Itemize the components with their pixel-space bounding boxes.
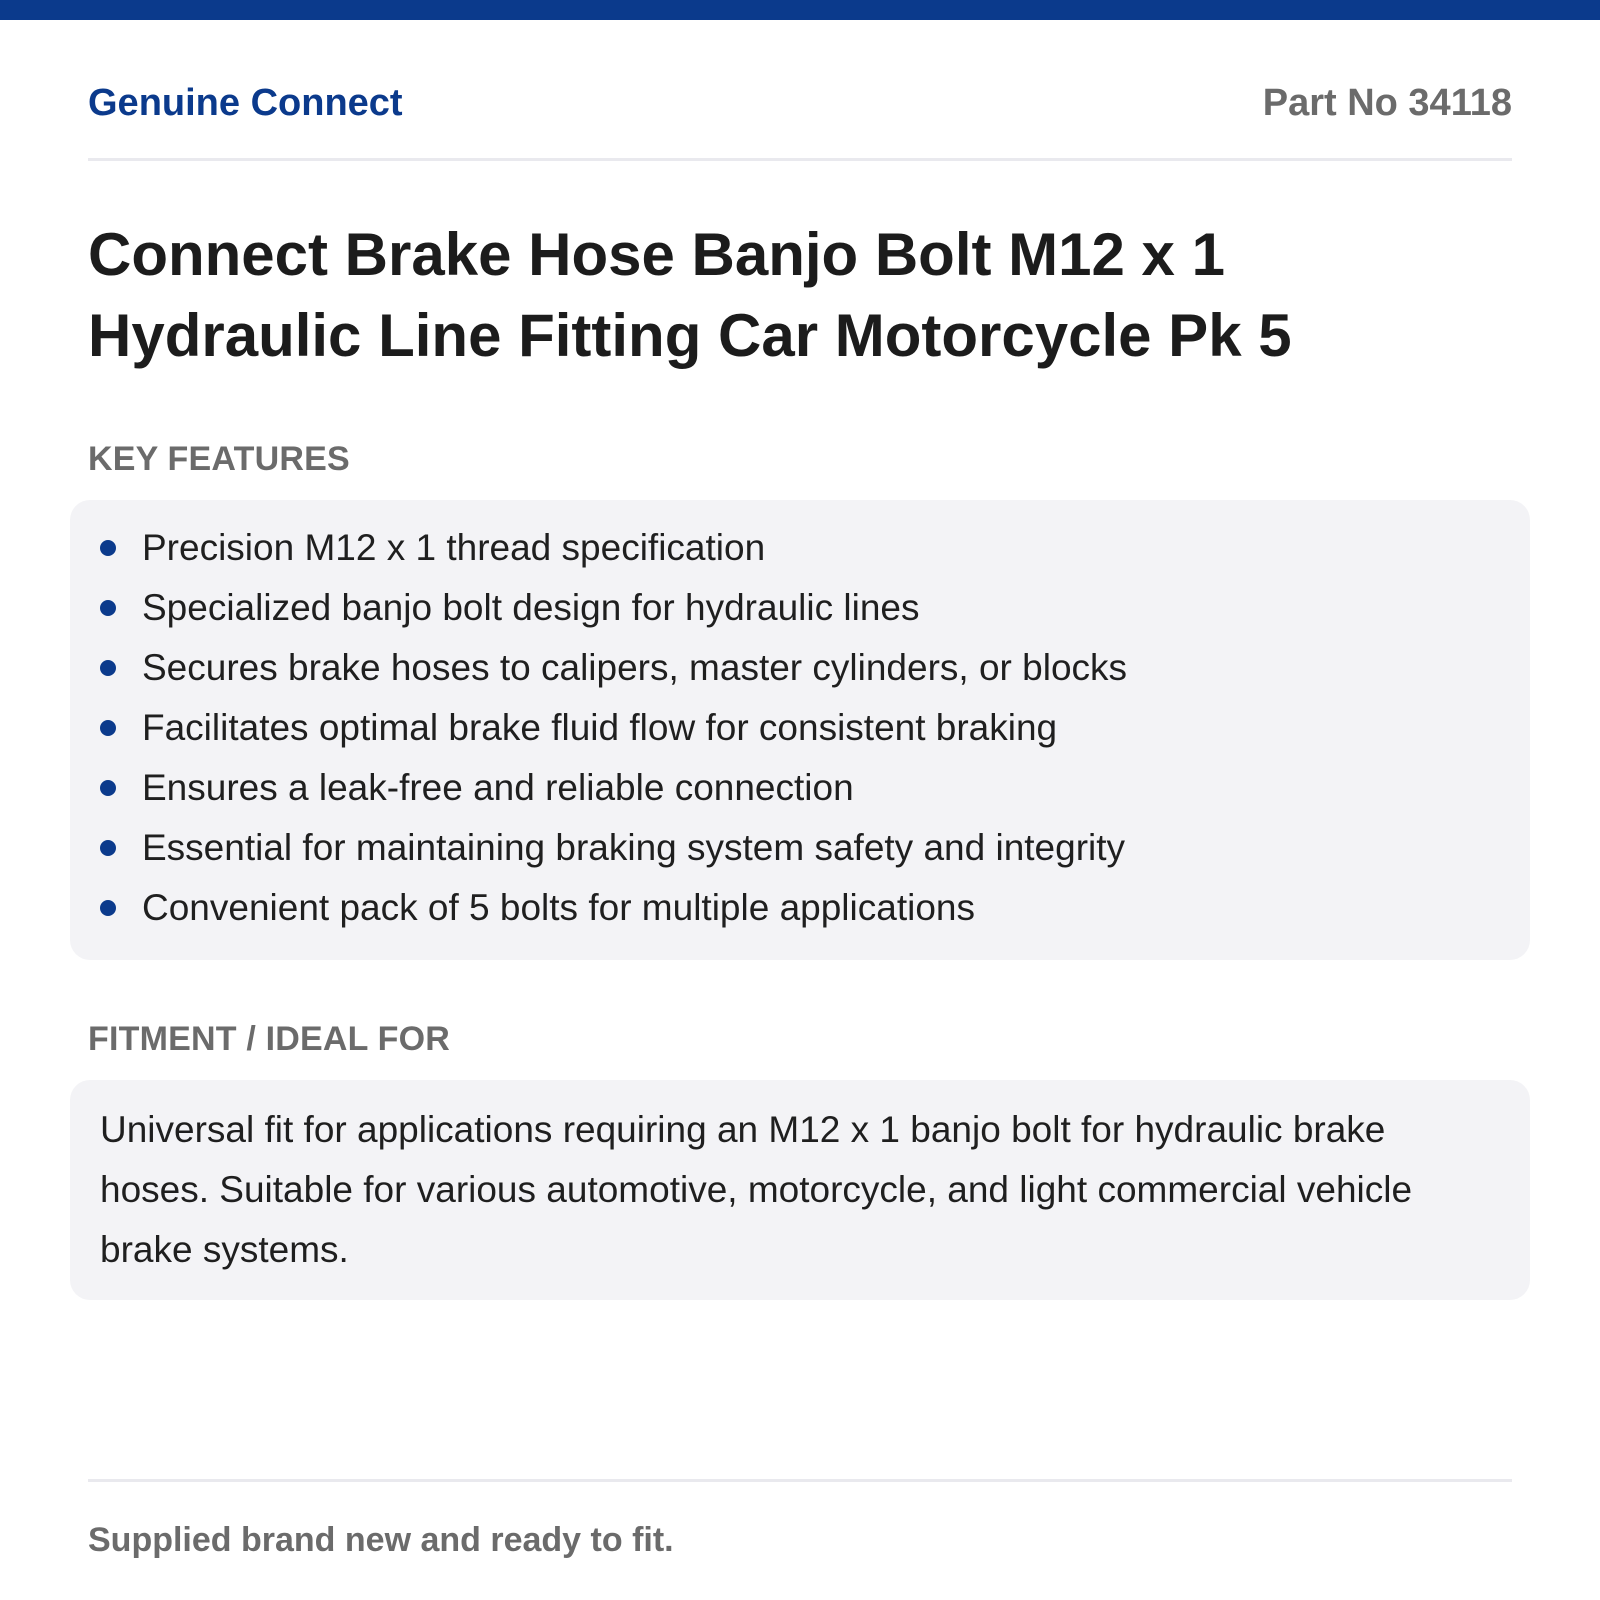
top-accent-bar	[0, 0, 1600, 20]
feature-item	[70, 758, 1530, 818]
bullet-icon	[100, 780, 116, 796]
brand-name: Genuine Connect	[88, 81, 403, 124]
bullet-icon	[100, 660, 116, 676]
part-number: Part No 34118	[1262, 81, 1512, 124]
feature-item	[70, 578, 1530, 638]
feature-text: Precision M12 x 1 thread specification	[142, 527, 766, 568]
product-title: Connect Brake Hose Banjo Bolt M12 x 1 Hydraulic Line Fitting Car Motorcycle Pk 5	[88, 221, 1292, 369]
header-divider	[88, 158, 1512, 161]
feature-item	[70, 698, 1530, 758]
bullet-icon	[100, 840, 116, 856]
header	[88, 76, 1512, 130]
feature-text: Ensures a leak-free and reliable connection	[142, 767, 854, 808]
bullet-icon	[100, 900, 116, 916]
key-features-panel	[70, 500, 1530, 960]
feature-text: Convenient pack of 5 bolts for multiple applications	[142, 887, 975, 928]
feature-item	[70, 638, 1530, 698]
feature-item	[70, 878, 1530, 938]
fitment-heading: FITMENT / IDEAL FOR	[88, 1020, 451, 1058]
bullet-icon	[100, 720, 116, 736]
bullet-icon	[100, 540, 116, 556]
bullet-icon	[100, 600, 116, 616]
fitment-text: Universal fit for applications requiring an M12 x 1 banjo bolt for hydraulic brake hoses. Suitable for various automotive, motorcycle, and light commercial vehicle brake systems.	[100, 1109, 1413, 1270]
footer-divider	[88, 1479, 1512, 1482]
feature-item	[70, 818, 1530, 878]
key-features-list	[70, 518, 1530, 938]
key-features-heading: KEY FEATURES	[88, 440, 350, 478]
feature-item	[70, 518, 1530, 578]
feature-text: Facilitates optimal brake fluid flow for consistent braking	[142, 707, 1058, 748]
feature-text: Essential for maintaining braking system safety and integrity	[142, 827, 1126, 868]
fitment-panel	[70, 1080, 1530, 1300]
footer-note: Supplied brand new and ready to fit.	[88, 1521, 674, 1559]
feature-text: Secures brake hoses to calipers, master cylinders, or blocks	[142, 647, 1128, 688]
feature-text: Specialized banjo bolt design for hydraulic lines	[142, 587, 920, 628]
